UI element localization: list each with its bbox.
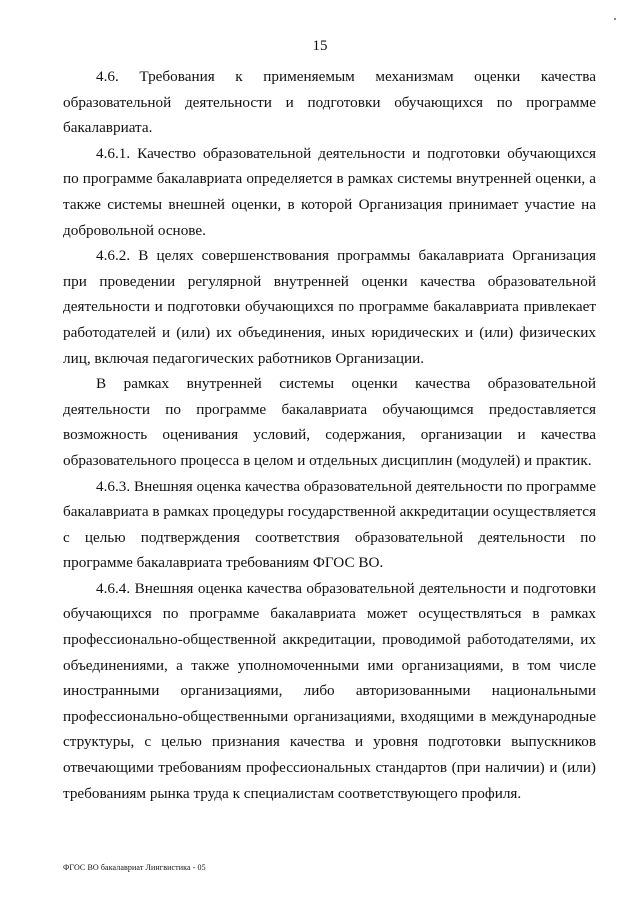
body-text [63, 64, 596, 806]
page-number: 15 [312, 38, 328, 54]
paragraph-4-6-4: 4.6.4. Внешняя оценка качества образовательной деятельности и подготовки обучающихся по программе бакалавриата может осуществляться в рамках профессионально-общественной аккредитации, проводимой работодателями, их объединениями, а также уполномоченными ими организациями, в том числе иностранными организациями, либо авторизованными национальными профессионально-общественными организациями, входящими в международные структуры, с целью признания качества и уровня подготовки выпускников отвечающими требованиям профессиональных стандартов (при наличии) и (или) требованиям рынка труда к специалистам соответствующего профиля. [63, 579, 596, 802]
footer-note: ФГОС ВО бакалавриат Лингвистика - 05 [63, 863, 206, 872]
paragraph-internal-assessment: В рамках внутренней системы оценки качества образовательной деятельности по программе бакалавриата обучающимся предоставляется возможность оценивания условий, содержания, организации и качества образовательного процесса в целом и отдельных дисциплин (модулей) и практик. [63, 375, 596, 469]
paragraph-4-6: 4.6. Требования к применяемым механизмам оценки качества образовательной деятельности и подготовки обучающихся по программе бакалавриата. [63, 68, 596, 137]
paragraph-4-6-1: 4.6.1. Качество образовательной деятельности и подготовки обучающихся по программе бакалавриата определяется в рамках системы внутренней оценки, а также системы внешней оценки, в которой Организация принимает участие на добровольной основе. [63, 144, 596, 239]
scan-speck [614, 18, 616, 20]
paragraph-4-6-3: 4.6.3. Внешняя оценка качества образовательной деятельности по программе бакалавриата в рамках процедуры государственной аккредитации осуществляется с целью подтверждения соответствия образовательной деятельности по программе бакалавриата требованиям ФГОС ВО. [63, 477, 596, 572]
paragraph-4-6-2: 4.6.2. В целях совершенствования программы бакалавриата Организация при проведении регулярной внутренней оценки качества образовательной деятельности и подготовки обучающихся по программе бакалавриата привлекает работодателей и (или) их объединения, иных юридических и (или) физических лиц, включая педагогических работников Организации. [63, 247, 596, 367]
